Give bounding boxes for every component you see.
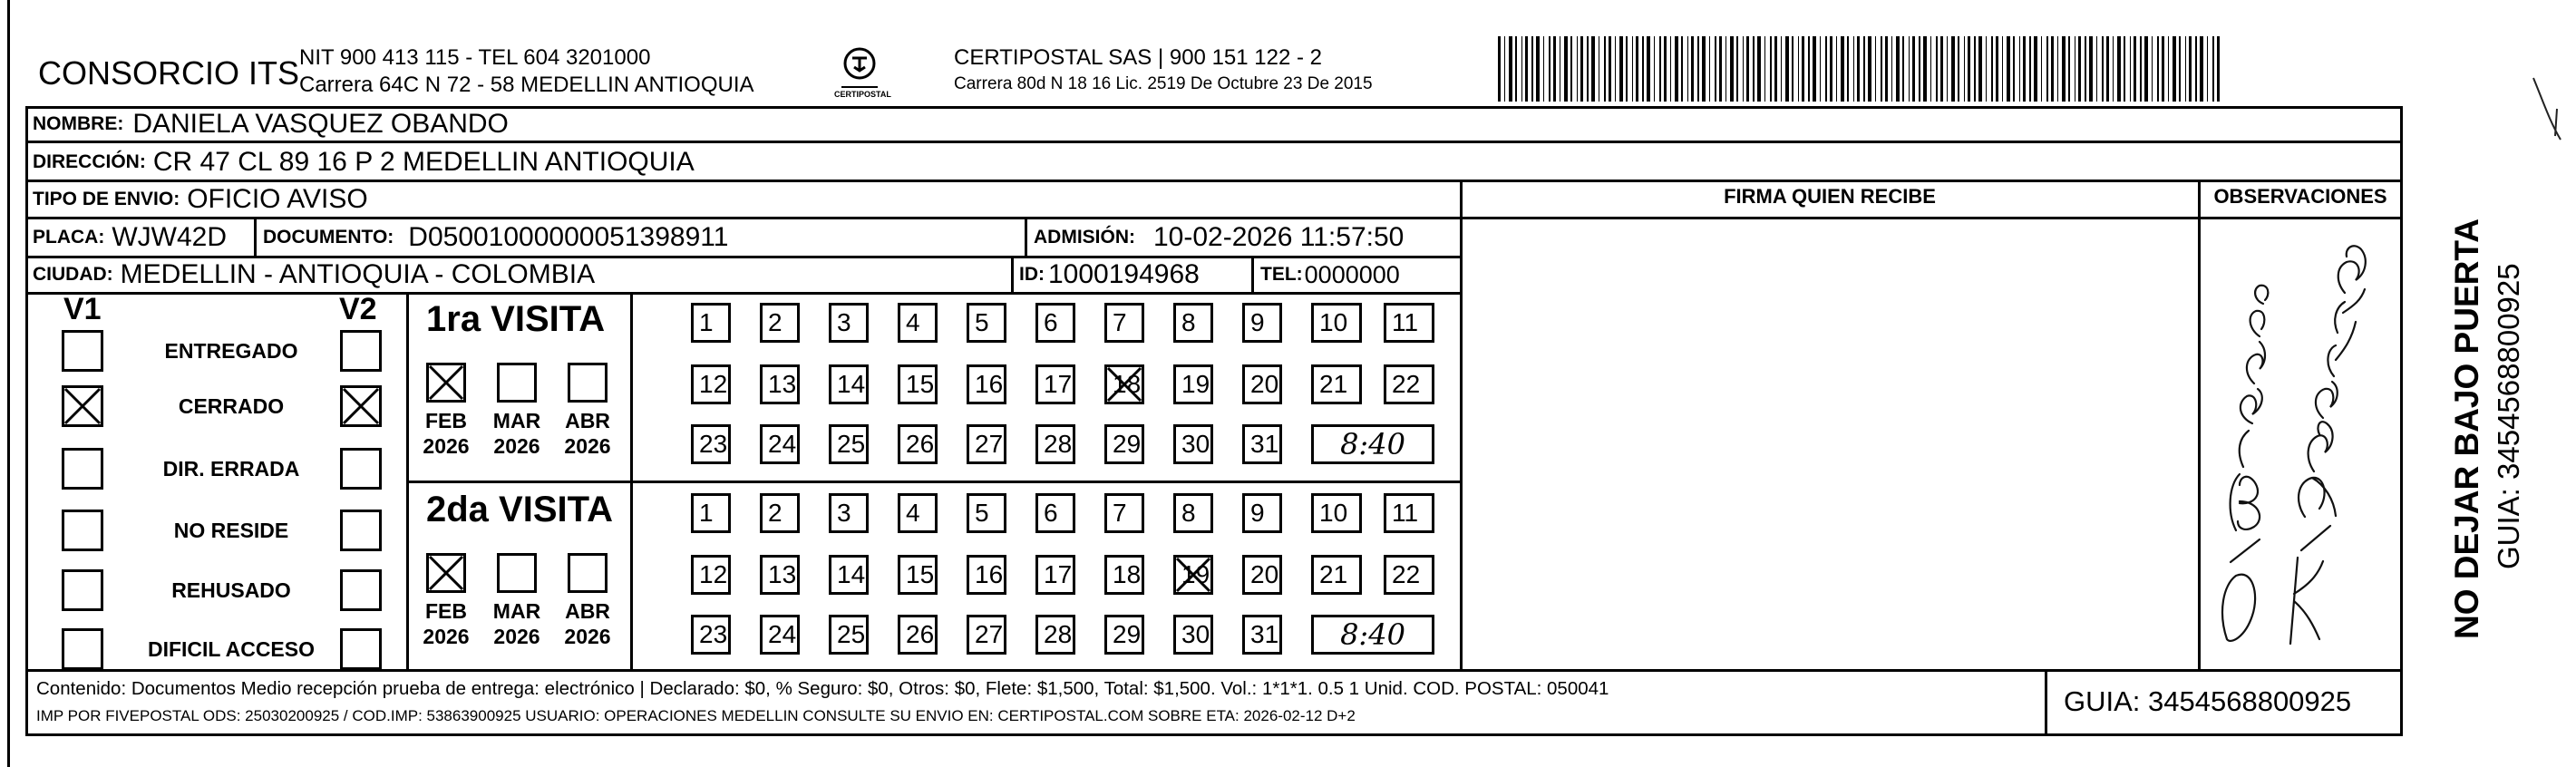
edge-pen-mark <box>2530 73 2566 145</box>
day-box-31[interactable]: 31 <box>1242 615 1282 655</box>
barcode-bar <box>2102 36 2104 102</box>
barcode-bar <box>1940 36 1943 102</box>
id-label: ID: <box>1019 264 1045 285</box>
no-dejar-text: NO DEJAR BAJO PUERTA <box>2448 218 2485 639</box>
barcode-bar <box>2124 36 2125 102</box>
day-box-13[interactable]: 13 <box>760 555 800 595</box>
barcode-bar <box>2212 36 2214 102</box>
v1-checkbox-0[interactable] <box>62 330 103 372</box>
day-box-28[interactable]: 28 <box>1035 424 1075 464</box>
nit-line: NIT 900 413 115 - TEL 604 3201000 <box>299 45 651 70</box>
v1-checkbox-5[interactable] <box>62 628 103 670</box>
status-label: NO RESIDE <box>173 519 289 542</box>
month-year: 2026 <box>423 434 470 458</box>
direccion-row <box>33 145 695 180</box>
cell-line <box>2045 669 2047 736</box>
v1-header: V1 <box>63 292 102 326</box>
barcode-bar <box>1604 36 1606 102</box>
company-name: CONSORCIO ITS <box>38 54 300 92</box>
barcode-bar <box>1609 36 1611 102</box>
footer-guia: GUIA: 3454568800925 <box>2064 685 2352 717</box>
barcode-bar <box>1619 36 1623 102</box>
status-label: REHUSADO <box>171 578 291 602</box>
barcode-bar <box>1719 36 1722 102</box>
barcode-bar <box>1991 36 1993 102</box>
day-box-2[interactable]: 2 <box>760 493 800 533</box>
documento-row <box>263 219 728 256</box>
day-box-26[interactable]: 26 <box>898 424 938 464</box>
barcode-bar <box>1636 36 1638 102</box>
status-label: CERRADO <box>178 394 285 418</box>
ciudad-label: CIUDAD: <box>33 264 113 285</box>
month-name: MAR <box>492 599 541 623</box>
imp-text: IMP POR FIVEPOSTAL ODS: 25030200925 / COD.IMP: 53863900925 USUARIO: OPERACIONES MEDELLIN CONSULTE SU ENVIO EN: CERTIPOSTAL.COM SOBRE ETA: 2026-02-12 D+2 <box>36 707 1356 724</box>
barcode-bar <box>1715 36 1716 102</box>
day-box-31[interactable]: 31 <box>1242 424 1282 464</box>
v2-checkbox-2[interactable] <box>340 448 382 490</box>
side-guia-text: GUIA: 3454568800925 <box>2492 263 2525 569</box>
barcode-bar <box>1891 36 1892 102</box>
row-line <box>25 180 2403 182</box>
observaciones-header: OBSERVACIONES <box>2213 185 2387 208</box>
day-box-8[interactable]: 8 <box>1173 303 1213 343</box>
barcode-bar <box>2162 36 2164 102</box>
barcode-bar <box>2152 36 2153 102</box>
day-box-30[interactable]: 30 <box>1173 424 1213 464</box>
tel-label: TEL: <box>1260 264 1303 285</box>
barcode-bar <box>2046 36 2048 102</box>
status-label: ENTREGADO <box>164 339 298 363</box>
barcode-bar <box>2173 36 2176 102</box>
day-box-15[interactable]: 15 <box>898 555 938 595</box>
v1-checkbox-4[interactable] <box>62 569 103 611</box>
day-box-5[interactable]: 5 <box>967 303 1006 343</box>
month-label <box>490 598 544 649</box>
barcode-bar <box>1813 36 1816 102</box>
barcode-bar <box>1836 36 1837 102</box>
observaciones-handwriting <box>2200 213 2401 666</box>
day-box-23[interactable]: 23 <box>691 615 731 655</box>
barcode-bar <box>2096 36 2097 102</box>
barcode-bar <box>1986 36 1987 102</box>
barcode-bar <box>1853 36 1854 102</box>
day-box-19[interactable]: 19 <box>1173 555 1213 595</box>
v2-check-mark <box>340 385 382 427</box>
barcode-bar <box>1802 36 1804 102</box>
day-box-2[interactable]: 2 <box>760 303 800 343</box>
day-box-8[interactable]: 8 <box>1173 493 1213 533</box>
month-label <box>419 598 473 649</box>
barcode-bar <box>1919 36 1920 102</box>
v2-checkbox-0[interactable] <box>340 330 382 372</box>
barcode-bar <box>1632 36 1633 102</box>
barcode-bar <box>1553 36 1556 102</box>
barcode-bar <box>2085 36 2086 102</box>
barcode-bar <box>1580 36 1583 102</box>
day-box-1[interactable]: 1 <box>691 493 731 533</box>
month-name: FEB <box>425 599 467 623</box>
barcode-bar <box>1958 36 1959 102</box>
barcode-bar <box>2207 36 2208 102</box>
barcode-bar <box>2034 36 2037 102</box>
barcode-bar <box>1549 36 1550 102</box>
day-box-21[interactable]: 21 <box>1311 555 1362 595</box>
barcode-bar <box>2057 36 2058 102</box>
barcode-bar <box>1964 36 1965 102</box>
barcode-bar <box>1536 36 1540 102</box>
barcode-bar <box>1930 36 1931 102</box>
day-box-24[interactable]: 24 <box>760 424 800 464</box>
documento-value: D05001000000051398911 <box>408 222 729 252</box>
barcode-bar <box>1709 36 1710 102</box>
barcode-bar <box>1909 36 1910 102</box>
day-box-3[interactable]: 3 <box>829 303 869 343</box>
month-name: ABR <box>565 409 610 432</box>
barcode-bar <box>1792 36 1793 102</box>
day-box-9[interactable]: 9 <box>1242 493 1282 533</box>
barcode-bar <box>2007 36 2010 102</box>
side-vertical-text <box>2403 136 2548 644</box>
barcode-bar <box>2068 36 2070 102</box>
barcode-bar <box>1781 36 1782 102</box>
day-box-7[interactable]: 7 <box>1104 303 1144 343</box>
month-year: 2026 <box>564 625 611 648</box>
v2-checkbox-4[interactable] <box>340 569 382 611</box>
barcode-bar <box>1923 36 1927 102</box>
month-checkbox-mar[interactable] <box>497 553 537 593</box>
v1-checkbox-3[interactable] <box>62 510 103 551</box>
barcode-bar <box>2195 36 2197 102</box>
barcode-bar <box>1675 36 1678 102</box>
day-box-4[interactable]: 4 <box>898 303 938 343</box>
barcode-bar <box>1498 36 1501 102</box>
day-box-12[interactable]: 12 <box>691 364 731 404</box>
day-box-13[interactable]: 13 <box>760 364 800 404</box>
col-line <box>1460 181 1463 671</box>
barcode-bar <box>1525 36 1528 102</box>
id-value: 1000194968 <box>1048 259 1200 289</box>
barcode-bar <box>1936 36 1938 102</box>
barcode-bar <box>1912 36 1915 102</box>
day-box-6[interactable]: 6 <box>1035 303 1075 343</box>
barcode-bar <box>2113 36 2114 102</box>
barcode-bar <box>1896 36 1900 102</box>
barcode-bar <box>2041 36 2042 102</box>
day-box-15[interactable]: 15 <box>898 364 938 404</box>
barcode-bar <box>2023 36 2026 102</box>
tipo-value: OFICIO AVISO <box>187 184 368 214</box>
address-line: Carrera 64C N 72 - 58 MEDELLIN ANTIOQUIA <box>299 73 754 97</box>
day-box-14[interactable]: 14 <box>829 364 869 404</box>
month-name: ABR <box>565 599 610 623</box>
v2-checkbox-5[interactable] <box>340 628 382 670</box>
visit-time-box[interactable]: 8:40 <box>1311 424 1434 464</box>
barcode-bar <box>2157 36 2159 102</box>
barcode-bar <box>1857 36 1860 102</box>
direccion-value: CR 47 CL 89 16 P 2 MEDELLIN ANTIOQUIA <box>152 147 695 177</box>
status-label: DIFICIL ACCESO <box>147 637 315 661</box>
month-year: 2026 <box>493 625 540 648</box>
day-box-9[interactable]: 9 <box>1242 303 1282 343</box>
barcode-bar <box>1968 36 1970 102</box>
month-name: MAR <box>492 409 541 432</box>
barcode-bar <box>1642 36 1644 102</box>
barcode-bar <box>2002 36 2003 102</box>
day-box-26[interactable]: 26 <box>898 615 938 655</box>
barcode-bar <box>1670 36 1671 102</box>
tel-value: 0000000 <box>1304 260 1400 288</box>
barcode-bar <box>1808 36 1810 102</box>
barcode-bar <box>1951 36 1955 102</box>
barcode-bar <box>1504 36 1505 102</box>
barcode-bar <box>1746 36 1749 102</box>
day-box-18[interactable]: 18 <box>1104 364 1144 404</box>
admision-label: ADMISIÓN: <box>1034 227 1135 248</box>
day-box-20[interactable]: 20 <box>1242 364 1282 404</box>
day-box-10[interactable]: 10 <box>1311 303 1362 343</box>
month-year: 2026 <box>423 625 470 648</box>
barcode-bar <box>1947 36 1948 102</box>
nombre-value: DANIELA VASQUEZ OBANDO <box>132 109 509 139</box>
day-box-6[interactable]: 6 <box>1035 493 1075 533</box>
barcode-bar <box>2106 36 2109 102</box>
barcode-bar <box>2200 36 2203 102</box>
day-box-29[interactable]: 29 <box>1104 424 1144 464</box>
day-box-29[interactable]: 29 <box>1104 615 1144 655</box>
day-box-27[interactable]: 27 <box>967 424 1006 464</box>
barcode-bar <box>1521 36 1522 102</box>
day-mark <box>1173 555 1213 595</box>
day-mark <box>1104 364 1144 404</box>
month-checkbox-abr[interactable] <box>568 363 608 403</box>
v1-check-mark <box>62 385 103 427</box>
ciudad-value: MEDELLIN - ANTIOQUIA - COLOMBIA <box>120 259 596 289</box>
barcode-bar <box>1577 36 1578 102</box>
barcode-bar <box>1978 36 1982 102</box>
barcode-bar <box>1875 36 1876 102</box>
cell-line <box>254 218 257 256</box>
cell-line <box>1025 218 1027 256</box>
certipostal-line: CERTIPOSTAL SAS | 900 151 122 - 2 <box>954 45 1322 70</box>
day-box-30[interactable]: 30 <box>1173 615 1213 655</box>
barcode-bar <box>1654 36 1655 102</box>
barcode-bar <box>1531 36 1533 102</box>
barcode-bar <box>1664 36 1667 102</box>
day-box-22[interactable]: 22 <box>1384 555 1434 595</box>
month-label <box>419 408 473 459</box>
barcode-bar <box>1753 36 1755 102</box>
day-box-11[interactable]: 11 <box>1384 303 1434 343</box>
barcode-bar <box>1830 36 1832 102</box>
barcode-bar <box>1757 36 1761 102</box>
visit-divider <box>406 481 1463 483</box>
month-check-mark <box>426 553 466 593</box>
firma-header: FIRMA QUIEN RECIBE <box>1724 185 1936 208</box>
barcode-bar <box>2078 36 2081 102</box>
barcode-bar <box>1697 36 1699 102</box>
placa-label: PLACA: <box>33 227 105 248</box>
nombre-row <box>33 108 509 141</box>
day-box-18[interactable]: 18 <box>1104 555 1144 595</box>
barcode-bar <box>2013 36 2015 102</box>
month-label <box>560 598 615 649</box>
barcode-bar <box>1615 36 1616 102</box>
barcode <box>1498 36 2223 102</box>
day-box-25[interactable]: 25 <box>829 615 869 655</box>
month-label <box>560 408 615 459</box>
barcode-bar <box>1825 36 1827 102</box>
v1-checkbox-2[interactable] <box>62 448 103 490</box>
barcode-bar <box>1764 36 1765 102</box>
barcode-bar <box>1564 36 1568 102</box>
admision-value: 10-02-2026 11:57:50 <box>1153 222 1405 252</box>
day-box-25[interactable]: 25 <box>829 424 869 464</box>
barcode-bar <box>1725 36 1726 102</box>
id-row <box>1019 257 1200 293</box>
visit-time-box[interactable]: 8:40 <box>1311 615 1434 655</box>
barcode-bar <box>2217 36 2220 102</box>
barcode-bar <box>1996 36 1998 102</box>
day-box-16[interactable]: 16 <box>967 555 1006 595</box>
barcode-bar <box>1847 36 1849 102</box>
day-box-3[interactable]: 3 <box>829 493 869 533</box>
row-line <box>25 141 2403 143</box>
day-box-4[interactable]: 4 <box>898 493 938 533</box>
barcode-bar <box>1841 36 1844 102</box>
barcode-bar <box>2179 36 2181 102</box>
barcode-bar <box>1681 36 1683 102</box>
barcode-bar <box>1647 36 1650 102</box>
barcode-bar <box>1570 36 1572 102</box>
month-label <box>490 408 544 459</box>
day-box-12[interactable]: 12 <box>691 555 731 595</box>
day-box-14[interactable]: 14 <box>829 555 869 595</box>
month-year: 2026 <box>493 434 540 458</box>
barcode-bar <box>1770 36 1772 102</box>
visit-title: 1ra VISITA <box>426 299 606 339</box>
month-year: 2026 <box>564 434 611 458</box>
day-box-23[interactable]: 23 <box>691 424 731 464</box>
barcode-bar <box>1730 36 1734 102</box>
v2-checkbox-3[interactable] <box>340 510 382 551</box>
barcode-bar <box>1659 36 1661 102</box>
barcode-bar <box>1687 36 1688 102</box>
tipo-label: TIPO DE ENVIO: <box>33 189 180 209</box>
visit-title: 2da VISITA <box>426 490 613 529</box>
month-checkbox-abr[interactable] <box>568 553 608 593</box>
day-box-17[interactable]: 17 <box>1035 364 1075 404</box>
barcode-bar <box>2019 36 2020 102</box>
day-box-27[interactable]: 27 <box>967 615 1006 655</box>
barcode-bar <box>2062 36 2066 102</box>
day-box-10[interactable]: 10 <box>1311 493 1362 533</box>
barcode-bar <box>2140 36 2142 102</box>
barcode-bar <box>2144 36 2148 102</box>
day-box-22[interactable]: 22 <box>1384 364 1434 404</box>
license-line: Carrera 80d N 18 16 Lic. 2519 De Octubre 23 De 2015 <box>954 74 1373 93</box>
cell-line <box>1251 257 1254 293</box>
day-box-17[interactable]: 17 <box>1035 555 1075 595</box>
barcode-bar <box>1691 36 1694 102</box>
documento-label: DOCUMENTO: <box>263 227 394 248</box>
barcode-bar <box>1587 36 1589 102</box>
barcode-bar <box>2117 36 2121 102</box>
barcode-bar <box>1736 36 1738 102</box>
barcode-bar <box>2185 36 2186 102</box>
month-check-mark <box>426 363 466 403</box>
barcode-bar <box>1785 36 1789 102</box>
admision-row <box>1034 219 1404 256</box>
tipo-row <box>33 182 368 217</box>
barcode-bar <box>1774 36 1777 102</box>
left-rule <box>7 0 10 767</box>
tel-row <box>1260 257 1400 293</box>
barcode-bar <box>2051 36 2054 102</box>
barcode-bar <box>1515 36 1517 102</box>
status-label: DIR. ERRADA <box>162 457 300 481</box>
month-checkbox-mar[interactable] <box>497 363 537 403</box>
ciudad-row <box>33 257 595 293</box>
v2-header: V2 <box>339 292 377 326</box>
barcode-bar <box>1902 36 1904 102</box>
barcode-bar <box>1591 36 1595 102</box>
placa-value: WJW42D <box>112 222 227 252</box>
barcode-bar <box>1798 36 1799 102</box>
day-box-21[interactable]: 21 <box>1311 364 1362 404</box>
direccion-label: DIRECCIÓN: <box>33 151 146 172</box>
day-box-7[interactable]: 7 <box>1104 493 1144 533</box>
barcode-bar <box>2089 36 2093 102</box>
barcode-bar <box>1820 36 1821 102</box>
day-box-1[interactable]: 1 <box>691 303 731 343</box>
nombre-label: NOMBRE: <box>33 113 124 134</box>
cell-line <box>1011 257 1014 293</box>
day-box-5[interactable]: 5 <box>967 493 1006 533</box>
barcode-bar <box>1743 36 1744 102</box>
barcode-bar <box>1868 36 1871 102</box>
barcode-bar <box>2189 36 2192 102</box>
barcode-bar <box>2029 36 2031 102</box>
day-box-20[interactable]: 20 <box>1242 555 1282 595</box>
barcode-bar <box>1626 36 1628 102</box>
barcode-bar <box>2134 36 2136 102</box>
barcode-bar <box>1863 36 1865 102</box>
contenido-text: Contenido: Documentos Medio recepción prueba de entrega: electrónico | Declarado: $0, % Seguro: $0, Otros: $0, Flete: $1,500, Total: $1,500. Vol.: 1*1*1. 0.5 1 Unid. COD. POSTAL: 050041 <box>36 678 1609 699</box>
day-box-28[interactable]: 28 <box>1035 615 1075 655</box>
barcode-bar <box>1509 36 1512 102</box>
barcode-bar <box>1974 36 1976 102</box>
barcode-bar <box>2130 36 2131 102</box>
barcode-bar <box>2168 36 2169 102</box>
barcode-bar <box>1885 36 1888 102</box>
logo-caption: CERTIPOSTAL <box>834 90 891 99</box>
day-box-24[interactable]: 24 <box>760 615 800 655</box>
placa-row <box>33 219 227 256</box>
day-box-19[interactable]: 19 <box>1173 364 1213 404</box>
day-box-16[interactable]: 16 <box>967 364 1006 404</box>
barcode-bar <box>1881 36 1882 102</box>
day-box-11[interactable]: 11 <box>1384 493 1434 533</box>
barcode-bar <box>1702 36 1706 102</box>
barcode-bar <box>1543 36 1544 102</box>
month-name: FEB <box>425 409 467 432</box>
